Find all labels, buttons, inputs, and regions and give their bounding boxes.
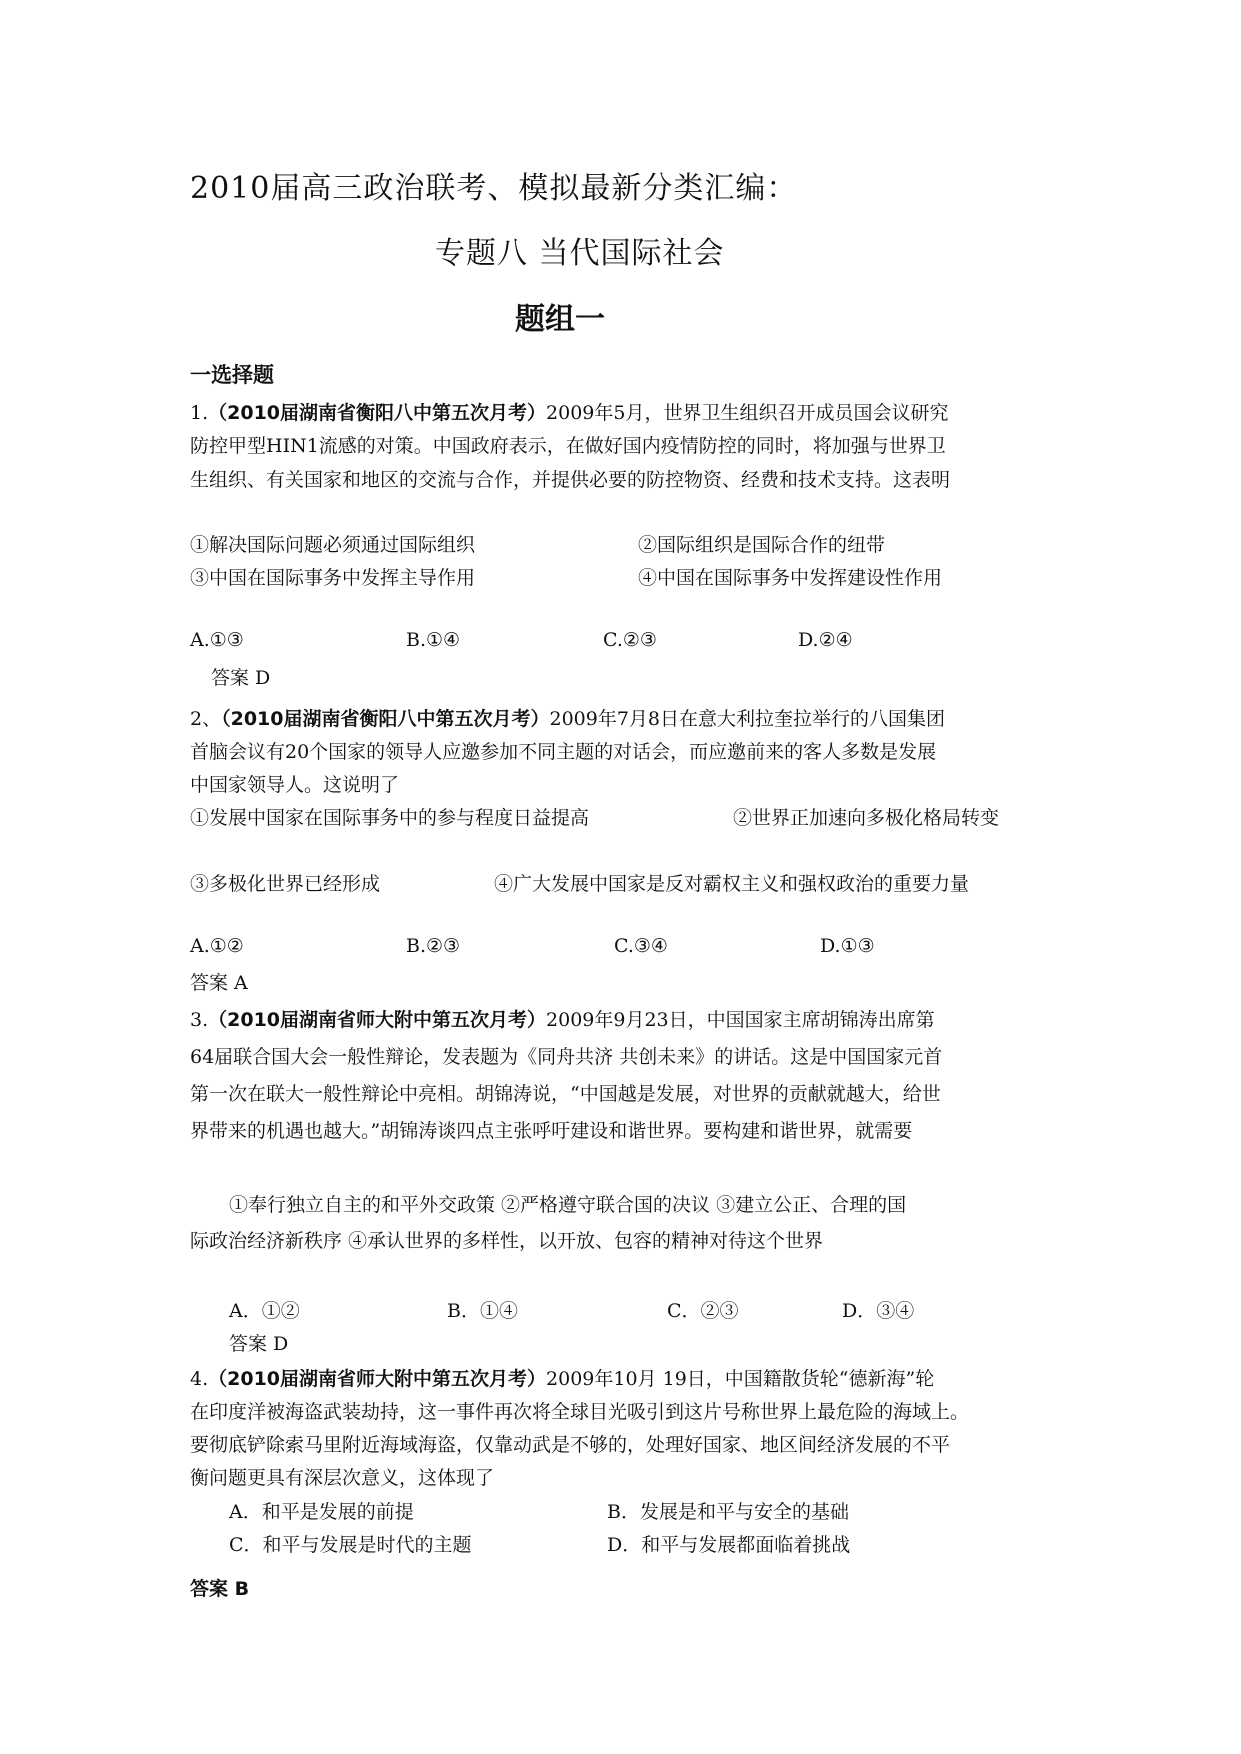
q3-line2: 64届联合国大会一般性辩论，发表题为《同舟共济 共创未来》的讲话。这是中国国家元首 bbox=[190, 1046, 943, 1068]
q2-source: （2010届湖南省衡阳八中第五次月考） bbox=[221, 708, 550, 730]
q2-statement-4: ④广大发展中国家是反对霸权主义和强权政治的重要力量 bbox=[494, 873, 970, 895]
q4-line4: 衡问题更具有深层次意义，这体现了 bbox=[190, 1467, 495, 1489]
q2-line2: 首脑会议有20个国家的领导人应邀参加不同主题的对话会，而应邀前来的客人多数是发展 bbox=[190, 741, 937, 763]
q1-number: 1. bbox=[190, 402, 209, 424]
q3-choice-d: D．③④ bbox=[842, 1300, 915, 1322]
q2-line3: 中国家领导人。这说明了 bbox=[190, 774, 400, 796]
topic-subtitle: 专题八 当代国际社会 bbox=[435, 236, 725, 271]
section-heading: 一选择题 bbox=[190, 363, 274, 387]
q1-line2: 防控甲型HIN1流感的对策。中国政府表示，在做好国内疫情防控的同时，将加强与世界卫 bbox=[190, 435, 946, 457]
q3-choice-a: A．①② bbox=[229, 1300, 300, 1322]
q1-choice-c: C.②③ bbox=[603, 629, 657, 651]
q4-choice-c: C．和平与发展是时代的主题 bbox=[229, 1534, 472, 1556]
q3-statements-line2: 际政治经济新秩序 ④承认世界的多样性，以开放、包容的精神对待这个世界 bbox=[190, 1230, 824, 1252]
q2-answer: 答案 A bbox=[190, 972, 248, 994]
q3-answer: 答案 D bbox=[229, 1333, 289, 1355]
q1-statement-4: ④中国在国际事务中发挥建设性作用 bbox=[638, 567, 943, 589]
q4-number: 4. bbox=[190, 1368, 209, 1390]
q1-stem-start: 2009年5月，世界卫生组织召开成员国会议研究 bbox=[546, 402, 949, 424]
q3-statements-line1: ①奉行独立自主的和平外交政策 ②严格遵守联合国的决议 ③建立公正、合理的国 bbox=[229, 1194, 907, 1216]
q4-choice-a: A．和平是发展的前提 bbox=[229, 1501, 414, 1523]
q2-choice-d: D.①③ bbox=[820, 935, 875, 957]
q1-statement-2: ②国际组织是国际合作的纽带 bbox=[638, 534, 886, 556]
q4-line1 bbox=[190, 1364, 934, 1391]
q2-statement-2: ②世界正加速向多极化格局转变 bbox=[733, 807, 1000, 829]
q4-answer: 答案 B bbox=[190, 1578, 250, 1600]
q3-stem-start: 2009年9月23日，中国国家主席胡锦涛出席第 bbox=[546, 1009, 935, 1031]
q3-number: 3. bbox=[190, 1009, 209, 1031]
q3-choice-b: B．①④ bbox=[447, 1300, 518, 1322]
q1-statement-1: ①解决国际问题必须通过国际组织 bbox=[190, 534, 476, 556]
q4-stem-start: 2009年10月 19日，中国籍散货轮“德新海”轮 bbox=[546, 1368, 935, 1390]
q1-line1 bbox=[190, 398, 948, 425]
q1-statement-3: ③中国在国际事务中发挥主导作用 bbox=[190, 567, 476, 589]
q1-line3: 生组织、有关国家和地区的交流与合作，并提供必要的防控物资、经费和技术支持。这表明 bbox=[190, 469, 951, 491]
q1-answer: 答案 D bbox=[211, 667, 271, 689]
q1-choice-a: A.①③ bbox=[190, 629, 244, 651]
q2-statement-1: ①发展中国家在国际事务中的参与程度日益提高 bbox=[190, 807, 590, 829]
q2-number: 2、 bbox=[190, 708, 222, 730]
q4-line3: 要彻底铲除索马里附近海域海盗，仅靠动武是不够的，处理好国家、地区间经济发展的不平 bbox=[190, 1434, 951, 1456]
document-title: 2010届高三政治联考、模拟最新分类汇编： bbox=[190, 171, 798, 206]
q3-choice-c: C．②③ bbox=[667, 1300, 739, 1322]
q4-line2: 在印度洋被海盗武装劫持，这一事件再次将全球目光吸引到这片号称世界上最危险的海域上。 bbox=[190, 1401, 970, 1423]
q3-source: （2010届湖南省师大附中第五次月考） bbox=[208, 1009, 547, 1031]
q1-source: （2010届湖南省衡阳八中第五次月考） bbox=[208, 402, 547, 424]
q1-choice-b: B.①④ bbox=[406, 629, 461, 651]
q2-stem-start: 2009年7月8日在意大利拉奎拉举行的八国集团 bbox=[549, 708, 946, 730]
q1-choice-d: D.②④ bbox=[798, 629, 853, 651]
q2-line1 bbox=[190, 704, 945, 731]
q3-line4: 界带来的机遇也越大。”胡锦涛谈四点主张呼吁建设和谐世界。要构建和谐世界，就需要 bbox=[190, 1120, 913, 1142]
q2-choice-a: A.①② bbox=[190, 935, 244, 957]
group-heading: 题组一 bbox=[515, 302, 605, 337]
q2-choice-c: C.③④ bbox=[614, 935, 668, 957]
q2-statement-3: ③多极化世界已经形成 bbox=[190, 873, 381, 895]
q3-line3: 第一次在联大一般性辩论中亮相。胡锦涛说，“中国越是发展，对世界的贡献就越大，给世 bbox=[190, 1083, 941, 1105]
q4-choice-b: B．发展是和平与安全的基础 bbox=[607, 1501, 849, 1523]
q4-source: （2010届湖南省师大附中第五次月考） bbox=[208, 1368, 547, 1390]
q4-choice-d: D．和平与发展都面临着挑战 bbox=[607, 1534, 851, 1556]
q3-line1 bbox=[190, 1005, 935, 1032]
q2-choice-b: B.②③ bbox=[406, 935, 461, 957]
